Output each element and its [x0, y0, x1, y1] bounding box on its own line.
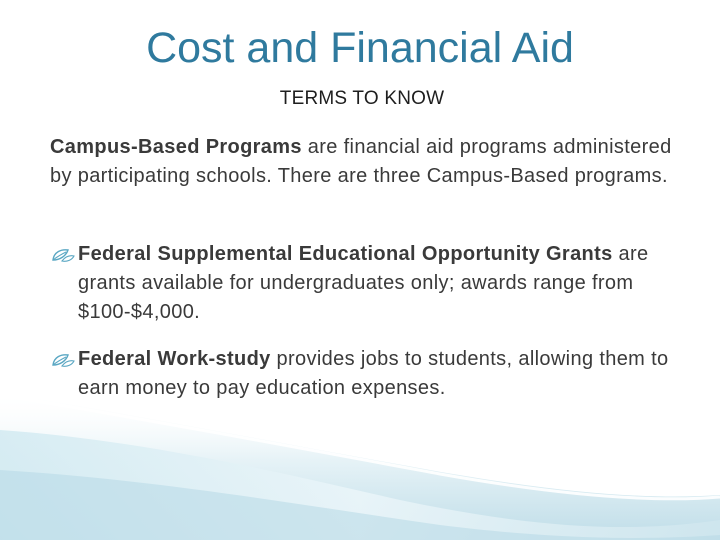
bullet-term: Federal Supplemental Educational Opportunity Grants [78, 243, 613, 265]
bullet-text: are grants available for undergraduates only; awards range from $100-$4,000. [78, 243, 649, 323]
slide-subtitle: TERMS TO KNOW [279, 88, 445, 109]
leaf-bullet-icon [50, 351, 76, 369]
intro-paragraph [50, 133, 690, 191]
slide-title: Cost and Financial Aid [146, 24, 574, 72]
bullet-text: provides jobs to students, allowing them to earn money to pay education expenses. [78, 348, 669, 399]
bullet-term: Federal Work-study [78, 348, 271, 370]
leaf-bullet-icon [50, 246, 76, 264]
bullet-item-work-study [50, 345, 690, 403]
bullet-item-seog [50, 240, 690, 327]
intro-term: Campus-Based Programs [50, 136, 302, 158]
intro-text: are financial aid programs administered by participating schools. There are three Campus-Based programs. [50, 136, 672, 187]
